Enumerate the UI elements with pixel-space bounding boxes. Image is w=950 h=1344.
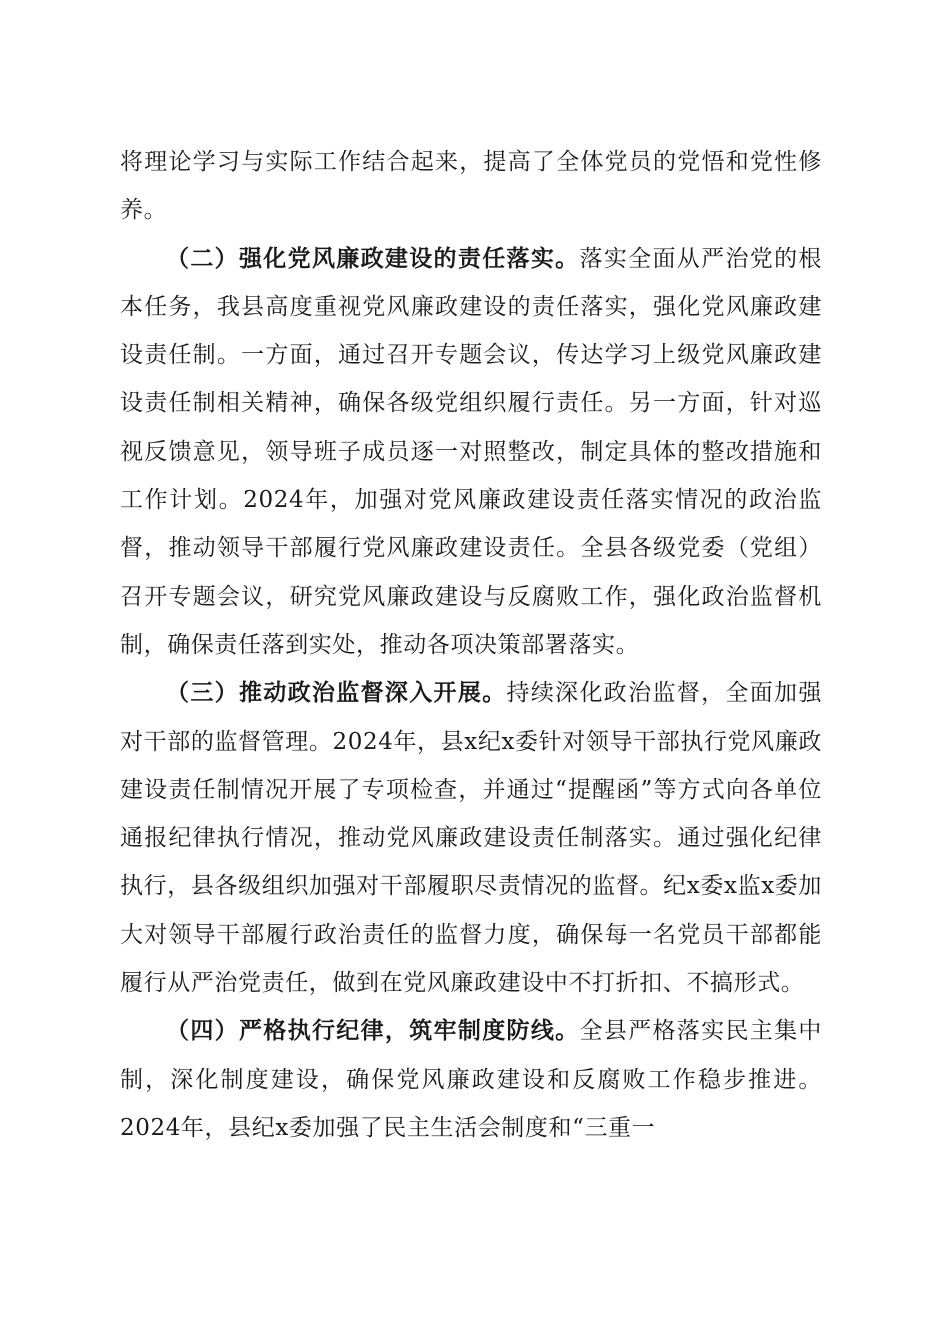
paragraph-body: 全县严格落实民主集中制，深化制度建设，确保党风廉政建设和反腐败工作稳步推进。2024年，县纪x委加强了民主生活会制度和“三重一: [120, 1018, 823, 1141]
paragraph-section-4: [120, 1007, 822, 1152]
paragraph-section-2: [120, 235, 822, 670]
paragraph-body: 落实全面从严治党的根本任务，我县高度重视党风廉政建设的责任落实，强化党风廉政建设责任制。一方面，通过召开专题会议，传达学习上级党风廉政建设责任制相关精神，确保各级党组织履行责任。另一方面，针对巡视反馈意见，领导班子成员逐一对照整改，制定具体的整改措施和工作计划。2024年，加强对党风廉政建设责任落实情况的政治监督，推动领导干部履行党风廉政建设责任。全县各级党委（党组）召开专题会议，研究党风廉政建设与反腐败工作，强化政治监督机制，确保责任落到实处，推动各项决策部署落实。: [120, 245, 823, 658]
document-body: [120, 138, 822, 1152]
paragraph-body: 将理论学习与实际工作结合起来，提高了全体党员的党悟和党性修养。: [120, 149, 822, 224]
paragraph-continuation: [120, 138, 822, 235]
paragraph-section-3: [120, 669, 822, 1007]
paragraph-body: 持续深化政治监督，全面加强对干部的监督管理。2024年，县x纪x委针对领导干部执行党风廉政建设责任制情况开展了专项检查，并通过“提醒函”等方式向各单位通报纪律执行情况，推动党风廉政建设责任制落实。通过强化纪律执行，县各级组织加强对干部履职尽责情况的监督。纪x委x监x委加大对领导干部履行政治责任的监督力度，确保每一名党员干部都能履行从严治党责任，做到在党风廉政建设中不打折扣、不搞形式。: [120, 680, 822, 997]
section-heading: （二）强化党风廉政建设的责任落实。: [166, 244, 580, 272]
section-heading: （三）推动政治监督深入开展。: [166, 679, 507, 707]
section-heading: （四）严格执行纪律，筑牢制度防线。: [166, 1017, 580, 1045]
